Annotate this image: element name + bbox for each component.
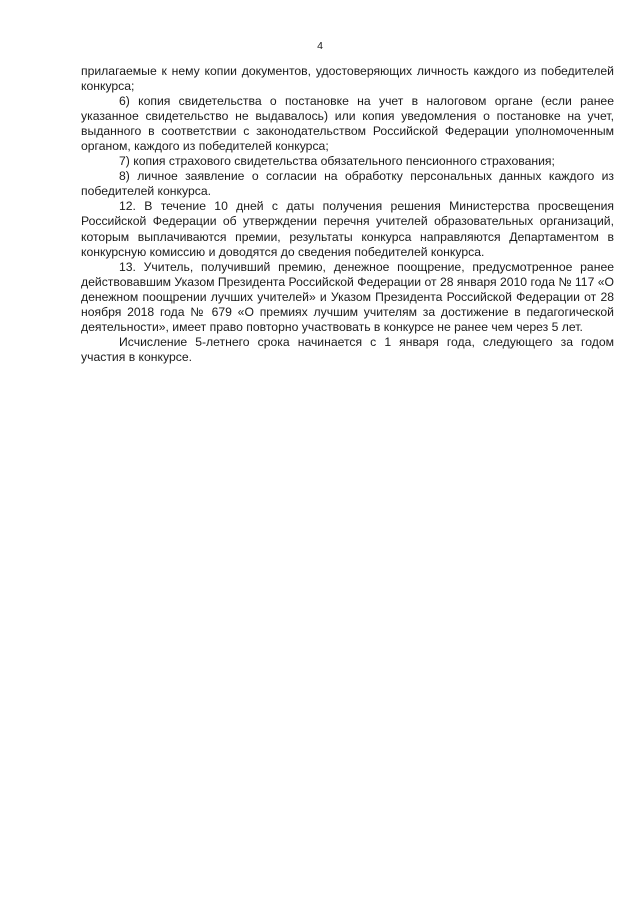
document-body — [81, 64, 614, 365]
page-number: 4 — [317, 40, 323, 52]
paragraph-term-calculation: Исчисление 5-летнего срока начинается с 1 января года, следующего за годом участия в конкурсе. — [81, 334, 614, 364]
paragraph-clause-13: 13. Учитель, получивший премию, денежное поощрение, предусмотренное ранее действовавшим Указом Президента Российской Федерации от 28 января 2010 года № 117 «О денежном поощрении лучших учителей» и Указом Президента Российской Федерации от 28 ноября 2018 года № 679 «О премиях лучшим учителям за достижение в педагогической деятельности», имеет право повторно участвовать в конкурсе не ранее чем через 5 лет. — [81, 259, 614, 334]
paragraph-continuation: прилагаемые к нему копии документов, удостоверяющих личность каждого из победителей конкурса; — [81, 64, 614, 94]
paragraph-item-6: 6) копия свидетельства о постановке на учет в налоговом органе (если ранее указанное свидетельство не выдавалось) или копия уведомления о постановке на учет, выданного в соответствии с законодательством Российской Федерации уполномоченным органом, каждого из победителей конкурса; — [81, 94, 614, 154]
paragraph-item-7: 7) копия страхового свидетельства обязательного пенсионного страхования; — [119, 154, 555, 169]
paragraph-clause-12: 12. В течение 10 дней с даты получения решения Министерства просвещения Российской Федерации об утверждении перечня учителей образовательных организаций, которым выплачиваются премии, результаты конкурса направляются Департаментом в конкурсную комиссию и доводятся до сведения победителей конкурса. — [81, 199, 614, 259]
paragraph-item-8: 8) личное заявление о согласии на обработку персональных данных каждого из победителей конкурса. — [81, 169, 614, 199]
